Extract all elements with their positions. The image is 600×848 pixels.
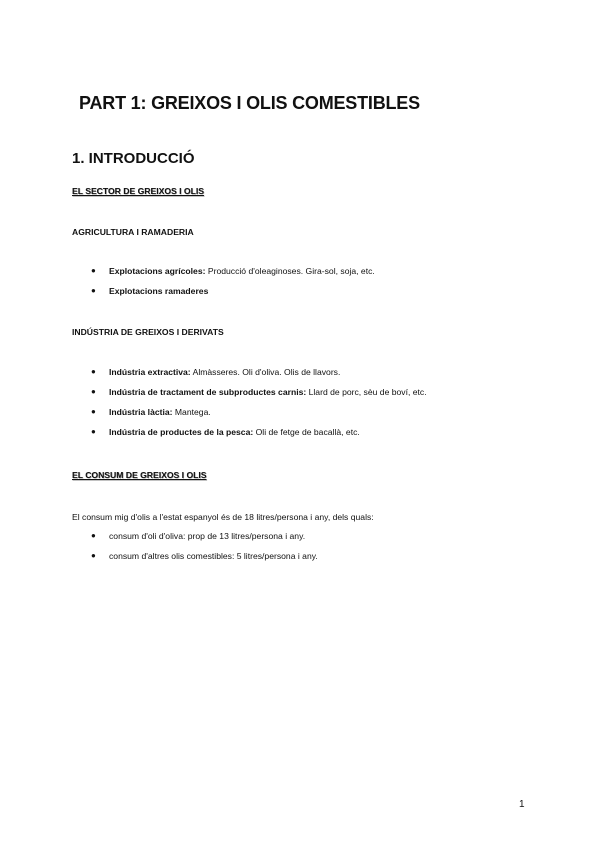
list-item: [91, 387, 427, 397]
bullet-icon: ●: [91, 286, 96, 295]
item-text: Oli de fetge de bacallà, etc.: [253, 427, 360, 437]
list-item: [91, 407, 427, 417]
consum-paragraph: El consum mig d'olis a l'estat espanyol és de 18 litres/persona i any, dels quals:: [72, 512, 374, 522]
item-label: Explotacions ramaderes: [109, 286, 209, 296]
item-text: Llard de porc, sèu de boví, etc.: [306, 387, 427, 397]
item-label: Explotacions agrícoles:: [109, 266, 206, 276]
consum-list: [91, 531, 318, 571]
bullet-icon: ●: [91, 367, 96, 376]
bullet-icon: ●: [91, 266, 96, 275]
bullet-icon: ●: [91, 387, 96, 396]
agri-list: [91, 266, 375, 306]
page-title: PART 1: GREIXOS I OLIS COMESTIBLES: [79, 93, 420, 113]
page-number: 1: [519, 799, 525, 810]
bullet-icon: ●: [91, 551, 96, 560]
list-item: [91, 266, 375, 276]
item-text: consum d'altres olis comestibles: 5 litres/persona i any.: [109, 551, 318, 561]
agri-heading: AGRICULTURA I RAMADERIA: [72, 227, 194, 237]
bullet-icon: ●: [91, 407, 96, 416]
industry-heading: INDÚSTRIA DE GREIXOS I DERIVATS: [72, 327, 224, 337]
item-label: Indústria de tractament de subproductes carnis:: [109, 387, 307, 397]
section-title: 1. INTRODUCCIÓ: [72, 150, 195, 167]
item-label: Indústria extractiva:: [109, 367, 191, 377]
list-item: [91, 286, 375, 296]
consum-heading: EL CONSUM DE GREIXOS I OLIS: [72, 470, 207, 480]
list-item: [91, 551, 318, 561]
item-text: consum d'oli d'oliva: prop de 13 litres/persona i any.: [109, 531, 306, 541]
sector-heading: EL SECTOR DE GREIXOS I OLIS: [72, 186, 204, 196]
item-label: Indústria de productes de la pesca:: [109, 427, 254, 437]
bullet-icon: ●: [91, 531, 96, 540]
item-label: Indústria làctia:: [109, 407, 173, 417]
list-item: [91, 367, 427, 377]
bullet-icon: ●: [91, 427, 96, 436]
item-text: Almàsseres. Oli d'oliva. Olis de llavors.: [190, 367, 341, 377]
item-text: Mantega.: [172, 407, 211, 417]
item-text: Producció d'oleaginoses. Gira-sol, soja, etc.: [205, 266, 375, 276]
list-item: [91, 531, 318, 541]
industry-list: [91, 367, 427, 447]
list-item: [91, 427, 427, 437]
